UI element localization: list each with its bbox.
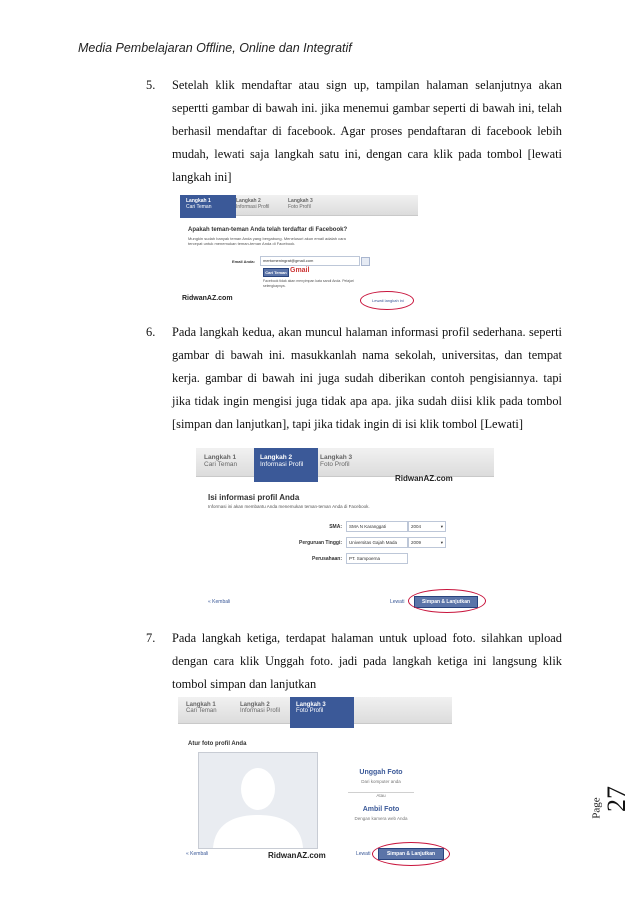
step-tabs	[196, 448, 494, 477]
section-heading: Apakah teman-teman Anda telah terdaftar di Facebook?	[188, 227, 348, 233]
gmail-logo: Gmail	[290, 267, 310, 274]
watermark: RidwanAZ.com	[182, 295, 233, 302]
tab-step-2[interactable]: Langkah 2 Informasi Profil	[240, 702, 281, 714]
chevron-down-icon: ▾	[440, 524, 443, 529]
tab-step-2[interactable]: Langkah 2 Informasi Profil	[254, 448, 318, 482]
page-number	[592, 760, 632, 820]
tab-step-1[interactable]: Langkah 1 Cari Teman	[204, 454, 238, 468]
watermark: RidwanAZ.com	[395, 474, 453, 483]
email-icon	[361, 257, 370, 266]
save-continue-button[interactable]: Simpan & Lanjutkan	[378, 848, 444, 860]
email-label: Email Anda:	[232, 259, 255, 264]
university-year-select[interactable]: 2009 ▾	[408, 537, 446, 548]
watermark: RidwanAZ.com	[268, 851, 326, 860]
list-item-7	[146, 627, 562, 696]
privacy-note: Facebook tidak akan menyimpan kata sandi Anda. Pelajari selengkapnya.	[263, 279, 354, 288]
list-item-6	[146, 321, 562, 436]
tab-step-3[interactable]: Langkah 3 Foto Profil	[290, 697, 354, 728]
highlight-circle	[408, 589, 486, 613]
screenshot-step2	[196, 448, 494, 614]
section-heading: Isi informasi profil Anda	[208, 493, 300, 502]
page-word: Page	[590, 797, 603, 819]
section-desc: Informasi ini akan membantu Anda menemukan teman-teman Anda di Facebook.	[208, 504, 370, 509]
university-field[interactable]: Universitas Gajah Mada	[346, 537, 408, 548]
section-heading: Atur foto profil Anda	[188, 741, 247, 747]
running-header: Media Pembelajaran Offline, Online dan Integratif	[78, 41, 352, 55]
back-link[interactable]: « Kembali	[208, 599, 231, 605]
save-continue-button[interactable]: Simpan & Lanjutkan	[414, 596, 478, 608]
screenshot-step3	[178, 697, 452, 869]
item-text: Pada langkah kedua, akan muncul halaman informasi profil sederhana. seperti gambar di bawah ini. masukkanlah nama sekolah, universitas, dan tempat kerja. gambar di bawah ini juga sudah diberikan contoh pengisiannya. tapi jika tidak ingin mengisi juga tidak apa apa. jika sudah diisi klik pada tombol [simpan dan lanjutkan], tapi jika tidak ingin di isi klik tombol [Lewati]	[172, 325, 562, 431]
upload-photo-link[interactable]: Unggah Foto	[359, 769, 403, 776]
sma-field[interactable]: SMA N Karanggati	[346, 521, 408, 532]
section-desc: Mungkin sudah banyak teman Anda yang bergabung. Menelusuri akun email adalah cara tercepat untuk menemukan teman-teman Anda di Facebook.	[188, 236, 346, 246]
take-photo-link[interactable]: Ambil Foto	[362, 806, 400, 813]
chevron-down-icon: ▾	[440, 540, 443, 545]
tab-step-3[interactable]: Langkah 3 Foto Profil	[320, 454, 353, 468]
item-text: Setelah klik mendaftar atau sign up, tampilan halaman selanjutnya akan sepertti gambar di bawah ini. jika menemui gambar seperti di bawah ini, telah berhasil mendaftar di facebook. Agar proses pendaftaran di facebook lebih mudah, lewati saja langkah satu ini, dengan cara klik pada tombol [lewati langkah ini]	[172, 78, 562, 184]
back-link[interactable]: « Kembali	[186, 851, 209, 857]
step-tabs	[178, 697, 452, 724]
field-label-university: Perguruan Tinggi:	[299, 540, 342, 546]
list-item-5	[146, 74, 562, 189]
page-digits: 27	[602, 786, 631, 812]
item-text: Pada langkah ketiga, terdapat halaman untuk upload foto. silahkan upload dengan cara klik Unggah foto. jadi pada langkah ketiga ini langsung klik tombol simpan dan lanjutkan	[172, 631, 562, 691]
email-field[interactable]: mertomeningrat@gmail.com	[260, 256, 360, 266]
highlight-circle	[372, 842, 450, 866]
skip-step-link[interactable]: Lewati langkah ini	[372, 298, 404, 303]
step-tabs	[180, 195, 418, 216]
take-photo-sub: Dengan kamera web Anda	[354, 816, 408, 821]
field-label-company: Perusahaan:	[311, 556, 342, 562]
sma-year-select[interactable]: 2004 ▾	[408, 521, 446, 532]
or-label: Atau	[376, 793, 386, 798]
highlight-circle	[360, 291, 414, 310]
person-silhouette-icon	[199, 753, 317, 848]
skip-link[interactable]: Lewati	[356, 851, 371, 857]
item-number: 7.	[146, 631, 156, 645]
item-number: 5.	[146, 78, 156, 92]
item-number: 6.	[146, 325, 156, 339]
company-field[interactable]: PT. Sampoerna	[346, 553, 408, 564]
screenshot-step1	[180, 195, 418, 313]
field-label-sma: SMA:	[329, 524, 342, 530]
tab-step-3[interactable]: Langkah 3 Foto Profil	[288, 198, 313, 210]
find-friends-button[interactable]: Cari Teman	[263, 268, 289, 277]
tab-step-2[interactable]: Langkah 2 Informasi Profil	[236, 198, 270, 210]
profile-photo-placeholder	[198, 752, 318, 849]
tab-step-1[interactable]: Langkah 1 Cari Teman	[186, 702, 217, 714]
skip-link[interactable]: Lewati	[390, 599, 405, 605]
tab-step-1[interactable]: Langkah 1 Cari Teman	[180, 195, 236, 218]
upload-photo-sub: Dari komputer anda	[361, 779, 401, 784]
